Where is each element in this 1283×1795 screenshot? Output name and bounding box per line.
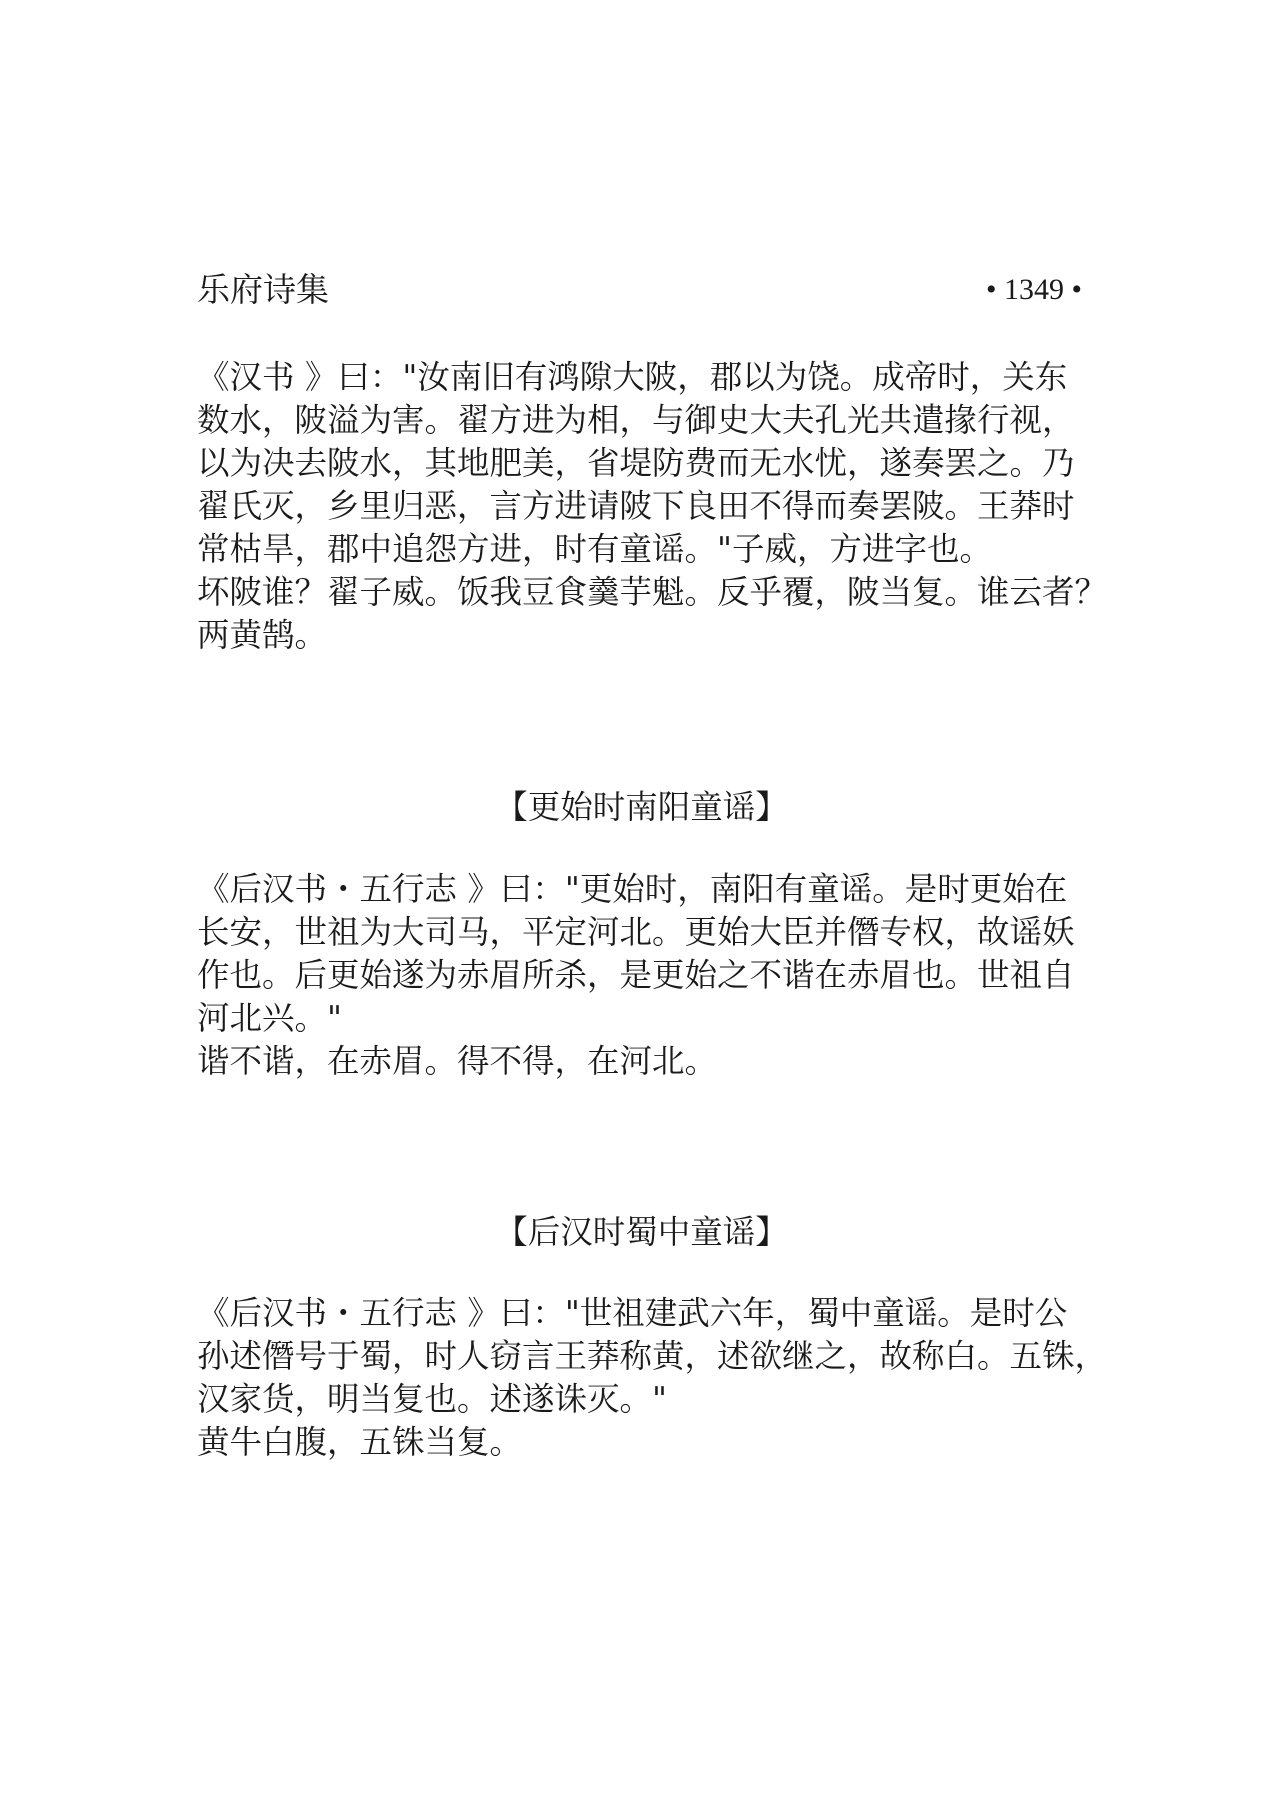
- text-line: 翟氏灭，乡里归恶，言方进请陂下良田不得而奏罢陂。王莽时: [197, 487, 1075, 525]
- page-number: • 1349 •: [985, 273, 1082, 306]
- page-header: [197, 268, 1082, 312]
- text-line: 以为决去陂水，其地肥美，省堤防费而无水忧，遂奏罢之。乃: [197, 444, 1075, 482]
- section-title: 【更始时南阳童谣】: [495, 788, 788, 826]
- verse-line: 两黄鹄。: [197, 616, 328, 654]
- text-line: 汉家货，明当复也。述遂诛灭。": [197, 1380, 667, 1418]
- text-line: 数水，陂溢为害。翟方进为相，与御史大夫孔光共遣掾行视，: [197, 401, 1075, 439]
- text-line: 常枯旱，郡中追怨方进，时有童谣。"子威，方进字也。: [197, 530, 992, 568]
- section-title: 【后汉时蜀中童谣】: [495, 1213, 788, 1251]
- text-line: 孙述僭号于蜀，时人窃言王莽称黄，述欲继之，故称白。五铢，: [197, 1337, 1108, 1375]
- verse-line: 黄牛白腹，五铢当复。: [197, 1423, 523, 1461]
- verse-line: 坏陂谁？翟子威。饭我豆食羹芋魁。反乎覆，陂当复。谁云者？: [197, 573, 1108, 611]
- text-line: 《汉书 》曰："汝南旧有鸿隙大陂，郡以为饶。成帝时，关东: [197, 358, 1068, 396]
- text-line: 《后汉书・五行志 》曰："更始时，南阳有童谣。是时更始在: [197, 870, 1068, 908]
- book-title: 乐府诗集: [197, 270, 329, 309]
- text-line: 河北兴。": [197, 999, 342, 1037]
- text-line: 作也。后更始遂为赤眉所杀，是更始之不谐在赤眉也。世祖自: [197, 956, 1075, 994]
- intro-paragraph: [197, 868, 1117, 1083]
- intro-paragraph: [197, 1292, 1117, 1464]
- intro-paragraph: [197, 356, 1117, 657]
- text-line: 《后汉书・五行志 》曰："世祖建武六年，蜀中童谣。是时公: [197, 1294, 1068, 1332]
- text-line: 长安，世祖为大司马，平定河北。更始大臣并僭专权，故谣妖: [197, 913, 1075, 951]
- verse-line: 谐不谐，在赤眉。得不得，在河北。: [197, 1042, 718, 1080]
